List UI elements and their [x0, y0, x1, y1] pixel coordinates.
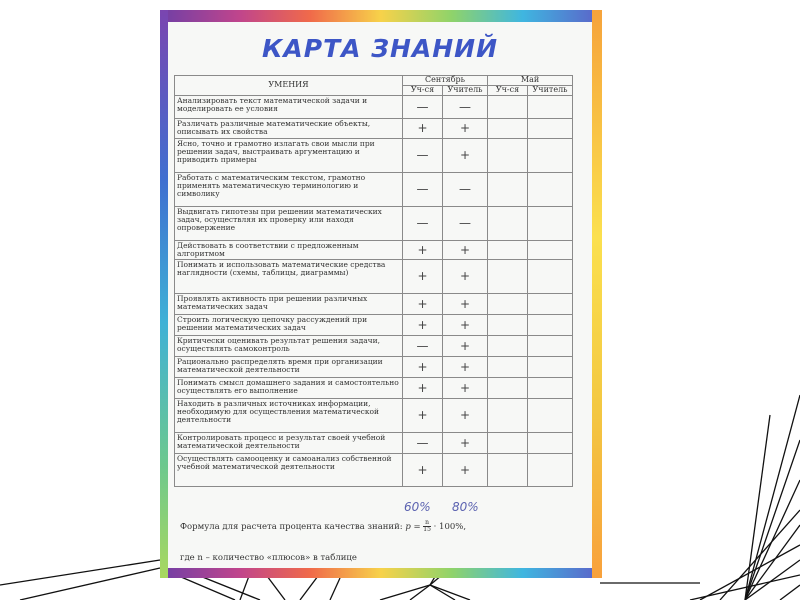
mark-cell-sep-teacher: +	[443, 433, 488, 454]
mark-cell-sep-student: —	[403, 207, 443, 241]
month-header-september: Сентябрь	[403, 76, 488, 86]
mark-cell-sep-student: —	[403, 173, 443, 207]
mark-cell-sep-student: —	[403, 139, 443, 173]
mark-cell-sep-teacher: +	[443, 357, 488, 378]
skill-cell: Выдвигать гипотезы при решении математических задач, осуществляя их проверку или находя опровержение	[175, 207, 403, 241]
formula-p: p =	[405, 522, 424, 532]
skill-cell: Понимать смысл домашнего задания и самостоятельно осуществлять его выполнение	[175, 378, 403, 399]
mark-cell-sep-student: +	[403, 294, 443, 315]
skills-column-header: УМЕНИЯ	[175, 76, 403, 96]
mark-cell-may-teacher	[528, 399, 573, 433]
mark-cell-may-teacher	[528, 357, 573, 378]
mark-cell-may-student	[488, 241, 528, 260]
mark-cell-sep-student: +	[403, 357, 443, 378]
skill-cell: Контролировать процесс и результат своей учебной математической деятельности	[175, 433, 403, 454]
table-row	[175, 139, 573, 173]
table-row	[175, 454, 573, 487]
mark-cell-sep-teacher: +	[443, 139, 488, 173]
mark-cell-sep-student: +	[403, 119, 443, 139]
mark-cell-may-student	[488, 173, 528, 207]
mark-cell-sep-teacher: —	[443, 173, 488, 207]
mark-cell-sep-teacher: +	[443, 399, 488, 433]
mark-cell-sep-student: +	[403, 454, 443, 487]
mark-cell-may-student	[488, 207, 528, 241]
skill-cell: Критически оценивать результат решения задачи, осуществлять самоконтроль	[175, 336, 403, 357]
skills-table-body	[175, 96, 573, 487]
mark-cell-sep-teacher: +	[443, 378, 488, 399]
mark-cell-may-student	[488, 96, 528, 119]
skill-cell: Работать с математическим текстом, грамотно применять математическую терминологию и символику	[175, 173, 403, 207]
mark-cell-may-student	[488, 119, 528, 139]
handwritten-teacher-percent: 80%	[452, 500, 479, 514]
table-row	[175, 119, 573, 139]
formula-fraction	[423, 520, 431, 533]
mark-cell-may-student	[488, 399, 528, 433]
skill-cell: Осуществлять самооценку и самоанализ собственной учебной математической деятельности	[175, 454, 403, 487]
skill-cell: Строить логическую цепочку рассуждений при решении математических задач	[175, 315, 403, 336]
mark-cell-sep-teacher: +	[443, 315, 488, 336]
mark-cell-may-teacher	[528, 336, 573, 357]
mark-cell-may-student	[488, 294, 528, 315]
mark-cell-sep-student: —	[403, 433, 443, 454]
formula-text: Формула для расчета процента качества знаний:	[180, 522, 406, 532]
mark-cell-sep-teacher: +	[443, 241, 488, 260]
skill-cell: Рационально распределять время при организации математической деятельности	[175, 357, 403, 378]
mark-cell-may-student	[488, 378, 528, 399]
table-row	[175, 433, 573, 454]
mark-cell-may-teacher	[528, 241, 573, 260]
subheader-teacher: Учитель	[528, 86, 573, 96]
table-row	[175, 241, 573, 260]
mark-cell-may-teacher	[528, 139, 573, 173]
mark-cell-sep-teacher: —	[443, 207, 488, 241]
mark-cell-may-teacher	[528, 207, 573, 241]
knowledge-map-sheet	[160, 10, 602, 578]
mark-cell-sep-teacher: +	[443, 119, 488, 139]
mark-cell-sep-student: +	[403, 315, 443, 336]
skill-cell: Действовать в соответствии с предложенным алгоритмом	[175, 241, 403, 260]
mark-cell-may-teacher	[528, 294, 573, 315]
mark-cell-sep-teacher: +	[443, 454, 488, 487]
month-header-may: Май	[488, 76, 573, 86]
skill-cell: Анализировать текст математической задачи и моделировать ее условия	[175, 96, 403, 119]
skill-cell: Проявлять активность при решении различных математических задач	[175, 294, 403, 315]
mark-cell-may-teacher	[528, 173, 573, 207]
mark-cell-may-student	[488, 454, 528, 487]
table-row	[175, 378, 573, 399]
skill-cell: Различать различные математические объекты, описывать их свойства	[175, 119, 403, 139]
table-row	[175, 315, 573, 336]
mark-cell-may-teacher	[528, 433, 573, 454]
mark-cell-sep-teacher: +	[443, 260, 488, 294]
formula-numerator: n	[425, 519, 430, 526]
mark-cell-may-teacher	[528, 378, 573, 399]
mark-cell-may-student	[488, 357, 528, 378]
skills-table	[174, 75, 573, 487]
skill-cell: Находить в различных источниках информации, необходимую для осуществления математической деятельности	[175, 399, 403, 433]
table-row	[175, 294, 573, 315]
formula-line	[180, 520, 466, 533]
mark-cell-sep-student: +	[403, 378, 443, 399]
mark-cell-may-student	[488, 139, 528, 173]
mark-cell-sep-student: —	[403, 96, 443, 119]
skill-cell: Ясно, точно и грамотно излагать свои мысли при решении задач, выстраивать аргументацию и приводить примеры	[175, 139, 403, 173]
handwritten-student-percent: 60%	[404, 500, 431, 514]
mark-cell-may-teacher	[528, 119, 573, 139]
mark-cell-may-teacher	[528, 260, 573, 294]
skill-cell: Понимать и использовать математические средства наглядности (схемы, таблицы, диаграммы)	[175, 260, 403, 294]
mark-cell-sep-student: —	[403, 336, 443, 357]
formula-denominator: 15	[423, 526, 431, 533]
subheader-student: Уч-ся	[403, 86, 443, 96]
subheader-teacher: Учитель	[443, 86, 488, 96]
table-row	[175, 173, 573, 207]
mark-cell-may-teacher	[528, 96, 573, 119]
mark-cell-may-student	[488, 336, 528, 357]
mark-cell-sep-teacher: —	[443, 96, 488, 119]
formula-tail: · 100%,	[430, 522, 467, 532]
subheader-student: Уч-ся	[488, 86, 528, 96]
table-row	[175, 207, 573, 241]
table-row	[175, 96, 573, 119]
table-row	[175, 399, 573, 433]
page-title: КАРТА ЗНАНИЙ	[261, 34, 498, 63]
table-row	[175, 357, 573, 378]
mark-cell-may-teacher	[528, 315, 573, 336]
mark-cell-may-teacher	[528, 454, 573, 487]
formula-note: где n – количество «плюсов» в таблице	[180, 553, 357, 563]
mark-cell-sep-student: +	[403, 260, 443, 294]
mark-cell-sep-teacher: +	[443, 294, 488, 315]
mark-cell-may-student	[488, 260, 528, 294]
mark-cell-sep-teacher: +	[443, 336, 488, 357]
table-row	[175, 336, 573, 357]
table-row	[175, 260, 573, 294]
sheet-content	[168, 22, 592, 568]
mark-cell-sep-student: +	[403, 241, 443, 260]
mark-cell-may-student	[488, 315, 528, 336]
mark-cell-sep-student: +	[403, 399, 443, 433]
mark-cell-may-student	[488, 433, 528, 454]
